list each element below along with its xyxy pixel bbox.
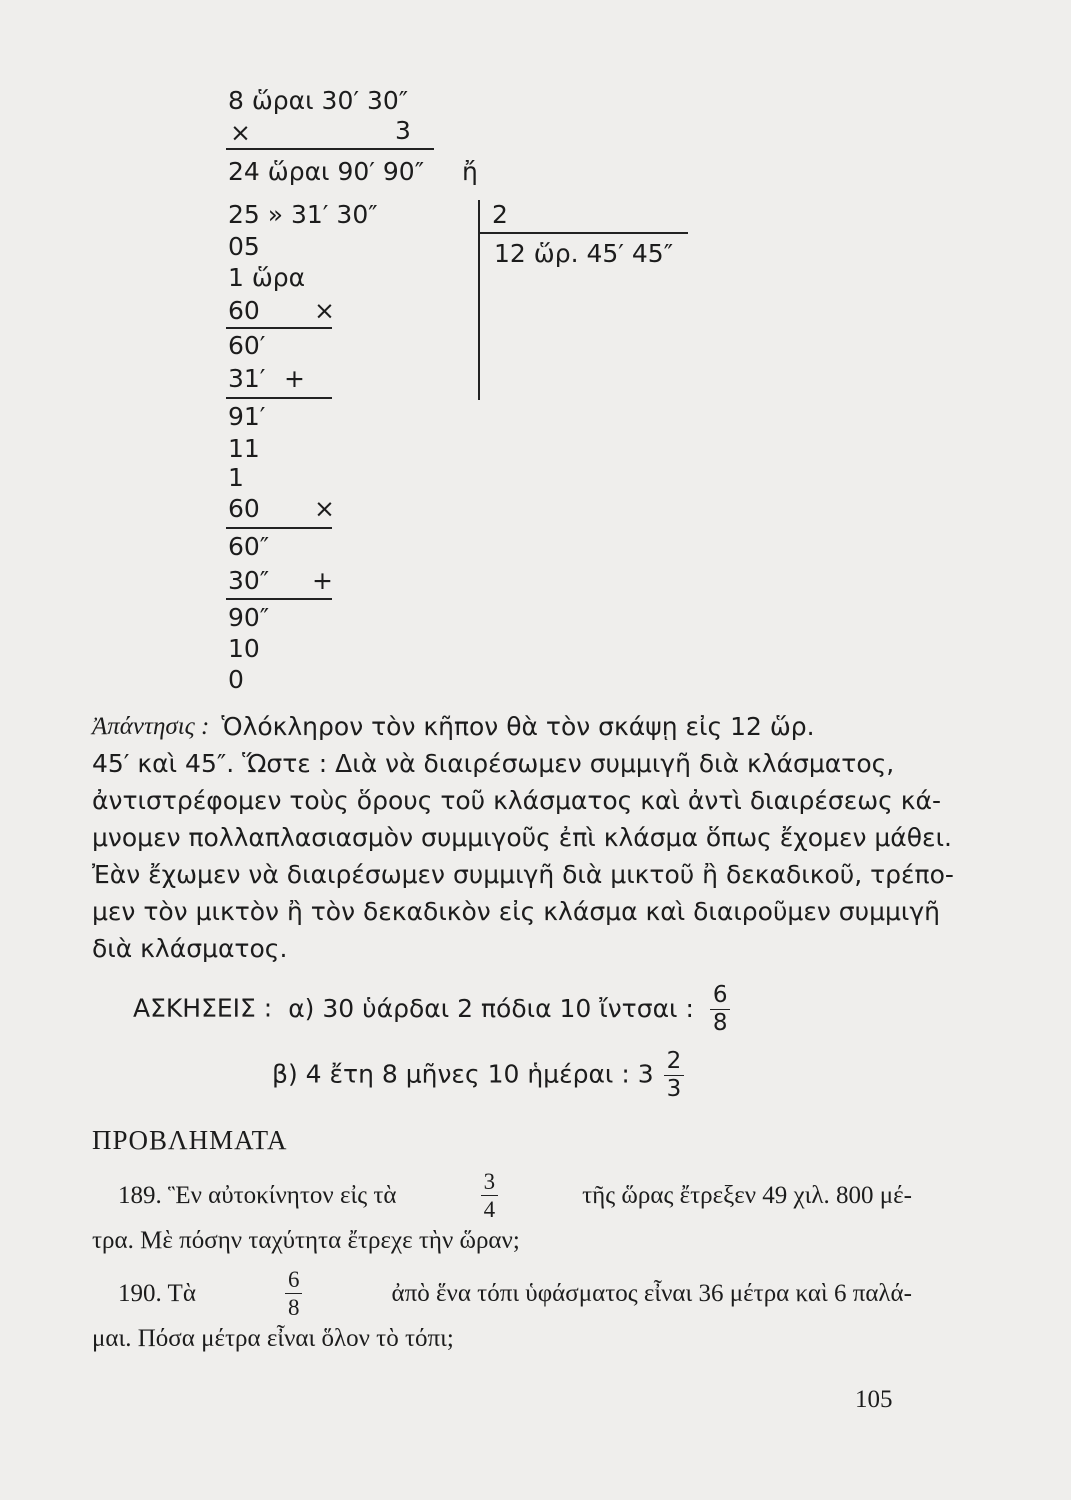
problem-190-fraction: [285, 1268, 303, 1319]
step-item: 60″: [228, 532, 270, 561]
answer-line: μεν τὸν μικτὸν ἢ τὸν δεκαδικὸν εἰς κλάσμα καὶ διαιροῦμεν συμμιγῆ: [92, 897, 940, 926]
exercise-b: [272, 1050, 684, 1101]
step-item: 60: [228, 296, 260, 325]
plus-sign: +: [312, 566, 333, 595]
fraction-denominator: 3: [666, 1076, 682, 1102]
step-item: 05: [228, 232, 260, 261]
problem-189: [92, 1170, 912, 1255]
division-bar: [478, 200, 480, 400]
divisor-rule: [478, 232, 688, 234]
exercises-label: ΑΣΚΗΣΕΙΣ :: [133, 993, 273, 1023]
exercise-a-fraction: [710, 984, 731, 1035]
answer-line: διὰ κλάσματος.: [92, 934, 288, 963]
problem-190-text: 190. Τὰ: [118, 1279, 196, 1307]
answer-paragraph: [92, 708, 954, 967]
step-item: 11: [228, 434, 260, 463]
problem-190: [92, 1268, 912, 1353]
answer-line: μνομεν πολλαπλασιασμὸν συμμιγοῦς ἐπὶ κλάσμα ὅπως ἔχομεν μάθει.: [92, 823, 952, 852]
step-item: 91′: [228, 402, 266, 431]
fraction-denominator: 8: [712, 1010, 728, 1036]
step-item: 1 ὥρα: [228, 263, 306, 292]
fraction-numerator: 6: [710, 984, 731, 1010]
step-item: 90″: [228, 603, 270, 632]
exercise-a-text: α) 30 ὑάρδαι 2 πόδια 10 ἴντσαι :: [288, 993, 694, 1023]
arith-line-3: 24 ὥραι 90′ 90″: [228, 157, 425, 186]
answer-label: Ἀπάντησις :: [92, 713, 210, 740]
problem-189-fraction: [481, 1170, 499, 1221]
answer-line: ἀντιστρέφομεν τοὺς ὅρους τοῦ κλάσματος καὶ ἀντὶ διαιρέσεως κά-: [92, 786, 942, 815]
step-rule: [226, 327, 332, 329]
step-item: 30″: [228, 566, 270, 595]
answer-line: 45′ καὶ 45″. Ὥστε : Διὰ νὰ διαιρέσωμεν συμμιγῆ διὰ κλάσματος,: [92, 749, 895, 778]
step-item: 60: [228, 494, 260, 523]
or-word: ἤ: [462, 157, 478, 186]
problem-189-text: τῆς ὥρας ἔτρεξεν 49 χιλ. 800 μέ-: [582, 1181, 912, 1209]
page-number: 105: [855, 1386, 893, 1413]
product-rule: [226, 148, 434, 150]
answer-line: Ὁλόκληρον τὸν κῆπον θὰ τὸν σκάψῃ εἰς 12 ὥρ.: [221, 712, 815, 741]
problems-heading: ΠΡΟΒΛΗΜΑΤΑ: [92, 1125, 288, 1155]
problem-190-line-2: μαι. Πόσα μέτρα εἶναι ὅλον τὸ τόπι;: [92, 1325, 454, 1352]
step-rule: [226, 598, 332, 600]
times-sign: ×: [314, 494, 335, 523]
divisor: 2: [492, 200, 508, 229]
step-item: 60′: [228, 331, 266, 360]
times-sign: ×: [314, 296, 335, 325]
plus-sign: +: [284, 364, 305, 393]
step-item: 1: [228, 463, 244, 492]
multiplier: 3: [395, 116, 411, 145]
problem-189-line-2: τρα. Μὲ πόσην ταχύτητα ἔτρεχε τὴν ὥραν;: [92, 1227, 520, 1254]
exercise-b-text: β) 4 ἔτη 8 μῆνες 10 ἡμέραι : 3: [272, 1059, 654, 1089]
step-item: 0: [228, 665, 244, 694]
dividend: 25 » 31′ 30″: [228, 200, 378, 229]
quotient: 12 ὥρ. 45′ 45″: [494, 239, 674, 268]
arith-line-1: 8 ὥραι 30′ 30″: [228, 86, 409, 115]
answer-line: Ἐὰν ἔχωμεν νὰ διαιρέσωμεν συμμιγῆ διὰ μικτοῦ ἢ δεκαδικοῦ, τρέπο-: [92, 860, 954, 889]
fraction-denominator: 8: [287, 1295, 300, 1320]
fraction-numerator: 3: [481, 1170, 499, 1196]
fraction-denominator: 4: [483, 1197, 496, 1222]
step-rule: [226, 527, 332, 529]
problem-190-text: ἀπὸ ἕνα τόπι ὑφάσματος εἶναι 36 μέτρα καὶ 6 παλά-: [391, 1279, 912, 1307]
fraction-numerator: 6: [285, 1268, 303, 1294]
problem-189-text: 189. Ἓν αὐτοκίνητον εἰς τὰ: [118, 1181, 397, 1209]
exercise-a: [133, 984, 730, 1035]
step-rule: [226, 397, 332, 399]
step-item: 31′: [228, 364, 266, 393]
fraction-numerator: 2: [664, 1050, 685, 1076]
exercise-b-fraction: [664, 1050, 685, 1101]
times-sign: ×: [230, 118, 251, 147]
step-item: 10: [228, 634, 260, 663]
